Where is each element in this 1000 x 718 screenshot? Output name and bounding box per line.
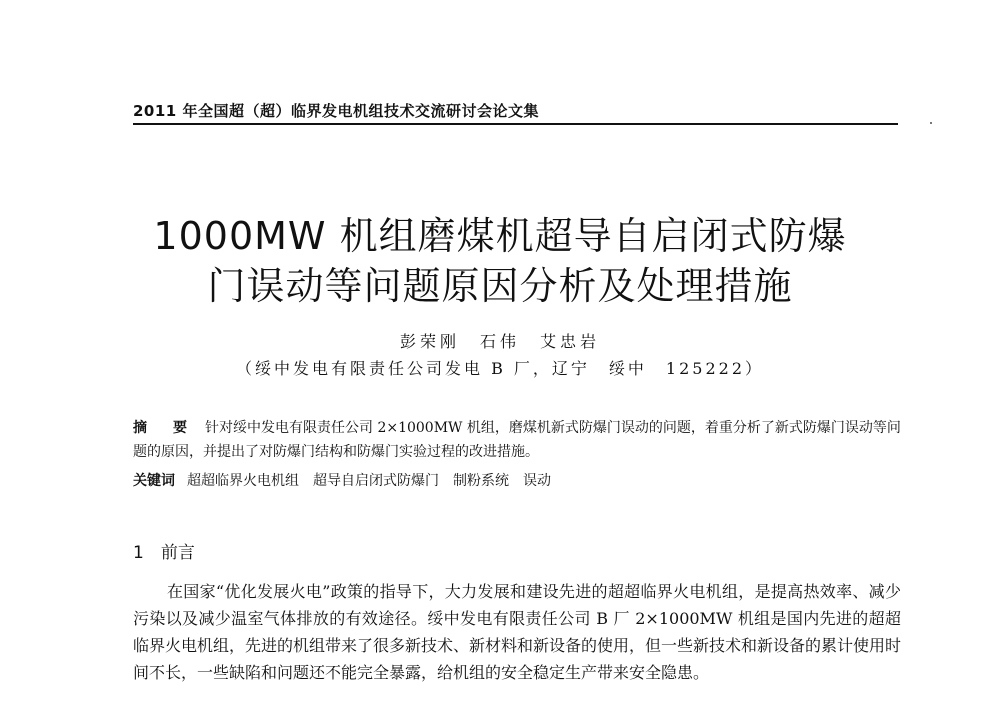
- scan-artifact: [930, 122, 932, 124]
- section-heading: 1 前言: [133, 543, 195, 563]
- affiliation: （绥中发电有限责任公司发电 B 厂，辽宁 绥中 125222）: [235, 359, 764, 378]
- running-header: 2011 年全国超（超）临界发电机组技术交流研讨会论文集: [133, 102, 539, 120]
- paper-title-line-1: 1000MW 机组磨煤机超导自启闭式防爆: [153, 214, 847, 258]
- keywords-text: 超超临界火电机组 超导自启闭式防爆门 制粉系统 误动: [187, 473, 551, 489]
- keywords-label: 关键词: [133, 473, 175, 489]
- abstract-label: 摘 要: [133, 420, 193, 436]
- paper-title-line-2: 门误动等问题原因分析及处理措施: [207, 264, 793, 308]
- authors: 彭荣刚 石伟 艾忠岩: [399, 332, 600, 351]
- keywords: [133, 469, 903, 493]
- abstract-text: 针对绥中发电有限责任公司 2×1000MW 机组，磨煤机新式防爆门误动的问题，着重分析了新式防爆门误动等问题的原因，并提出了对防爆门结构和防爆门实验过程的改进措施。: [133, 420, 901, 460]
- abstract: [133, 416, 903, 464]
- body-paragraph: 在国家“优化发展火电”政策的指导下，大力发展和建设先进的超超临界火电机组，是提高热效率、减少污染以及减少温室气体排放的有效途径。绥中发电有限责任公司 B 厂 2×1000MW 机组是国内先进的超超临界火电机组，先进的机组带来了很多新技术、新材料和新设备的使用，但一些新技术和新设备的累计使用时间不长，一些缺陷和问题还不能完全暴露，给机组的安全稳定生产带来安全隐患。: [133, 582, 902, 682]
- header-rule: [133, 123, 898, 125]
